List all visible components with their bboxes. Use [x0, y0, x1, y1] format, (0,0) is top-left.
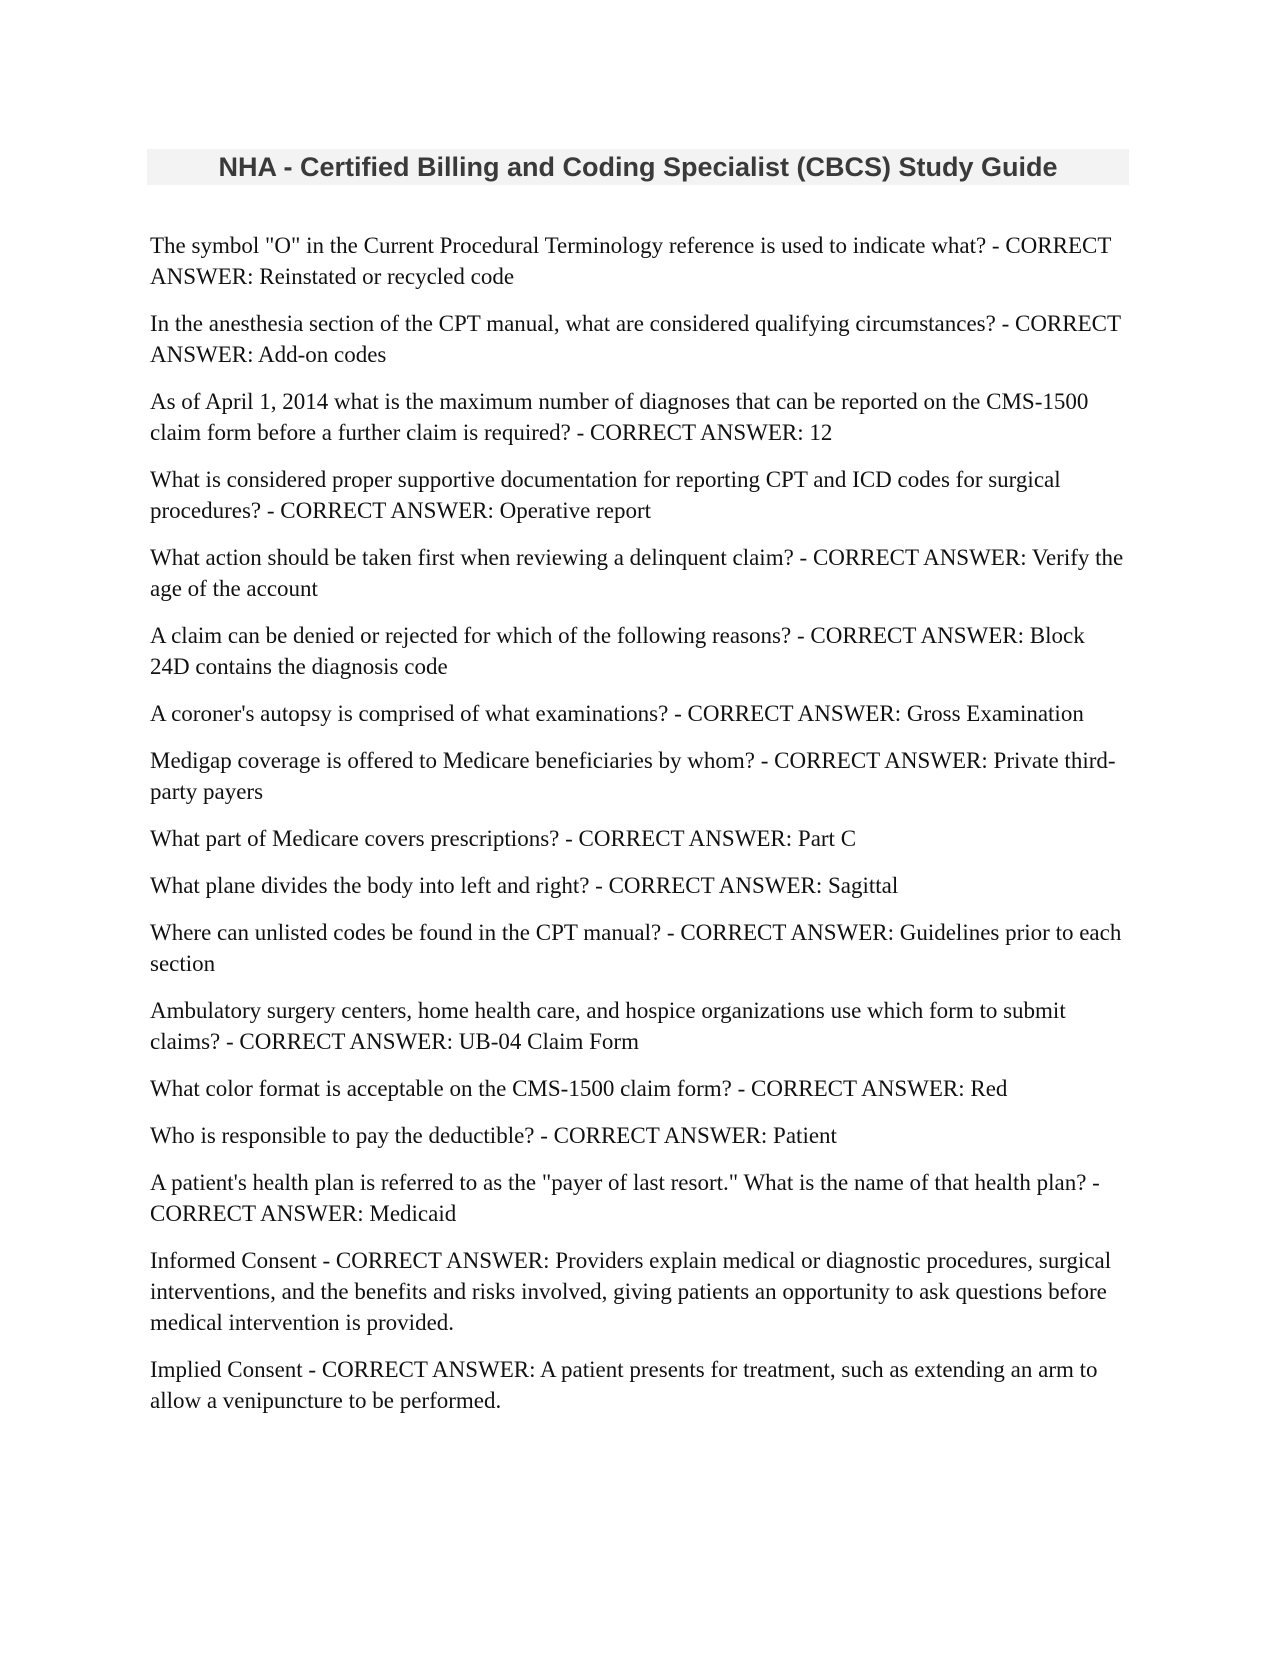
- qa-item: What is considered proper supportive documentation for reporting CPT and ICD codes for surgical procedures? - CORRECT ANSWER: Operative report: [150, 467, 1061, 523]
- qa-item: Ambulatory surgery centers, home health care, and hospice organizations use which form to submit claims? - CORRECT ANSWER: UB-04 Claim Form: [150, 998, 1066, 1054]
- qa-item: In the anesthesia section of the CPT manual, what are considered qualifying circumstances? - CORRECT ANSWER: Add-on codes: [150, 311, 1121, 367]
- title-banner: [147, 149, 1129, 185]
- qa-item: What plane divides the body into left and right? - CORRECT ANSWER: Sagittal: [150, 873, 899, 898]
- qa-item: Who is responsible to pay the deductible? - CORRECT ANSWER: Patient: [150, 1123, 837, 1148]
- qa-item: Informed Consent - CORRECT ANSWER: Providers explain medical or diagnostic procedures, surgical interventions, and the benefits and risks involved, giving patients an opportunity to ask questions before medical intervention is provided.: [150, 1248, 1112, 1335]
- qa-item: Medigap coverage is offered to Medicare beneficiaries by whom? - CORRECT ANSWER: Private third-party payers: [150, 748, 1116, 804]
- qa-item: Where can unlisted codes be found in the CPT manual? - CORRECT ANSWER: Guidelines prior to each section: [150, 920, 1122, 976]
- qa-item: What color format is acceptable on the CMS-1500 claim form? - CORRECT ANSWER: Red: [150, 1076, 1008, 1101]
- qa-item: A coroner's autopsy is comprised of what examinations? - CORRECT ANSWER: Gross Examination: [150, 701, 1084, 726]
- qa-item: As of April 1, 2014 what is the maximum number of diagnoses that can be reported on the CMS-1500 claim form before a further claim is required? - CORRECT ANSWER: 12: [150, 389, 1089, 445]
- question-answer-list: [150, 230, 1130, 1432]
- qa-item: Implied Consent - CORRECT ANSWER: A patient presents for treatment, such as extending an arm to allow a venipuncture to be performed.: [150, 1357, 1098, 1413]
- page-title: NHA - Certified Billing and Coding Specialist (CBCS) Study Guide: [218, 151, 1058, 182]
- qa-item: The symbol "O" in the Current Procedural Terminology reference is used to indicate what? - CORRECT ANSWER: Reinstated or recycled code: [150, 233, 1112, 289]
- qa-item: A claim can be denied or rejected for which of the following reasons? - CORRECT ANSWER: Block 24D contains the diagnosis code: [150, 623, 1085, 679]
- qa-item: What action should be taken first when reviewing a delinquent claim? - CORRECT ANSWER: Verify the age of the account: [150, 545, 1124, 601]
- qa-item: A patient's health plan is referred to as the "payer of last resort." What is the name of that health plan? - CORRECT ANSWER: Medicaid: [150, 1170, 1100, 1226]
- qa-item: What part of Medicare covers prescriptions? - CORRECT ANSWER: Part C: [150, 826, 857, 851]
